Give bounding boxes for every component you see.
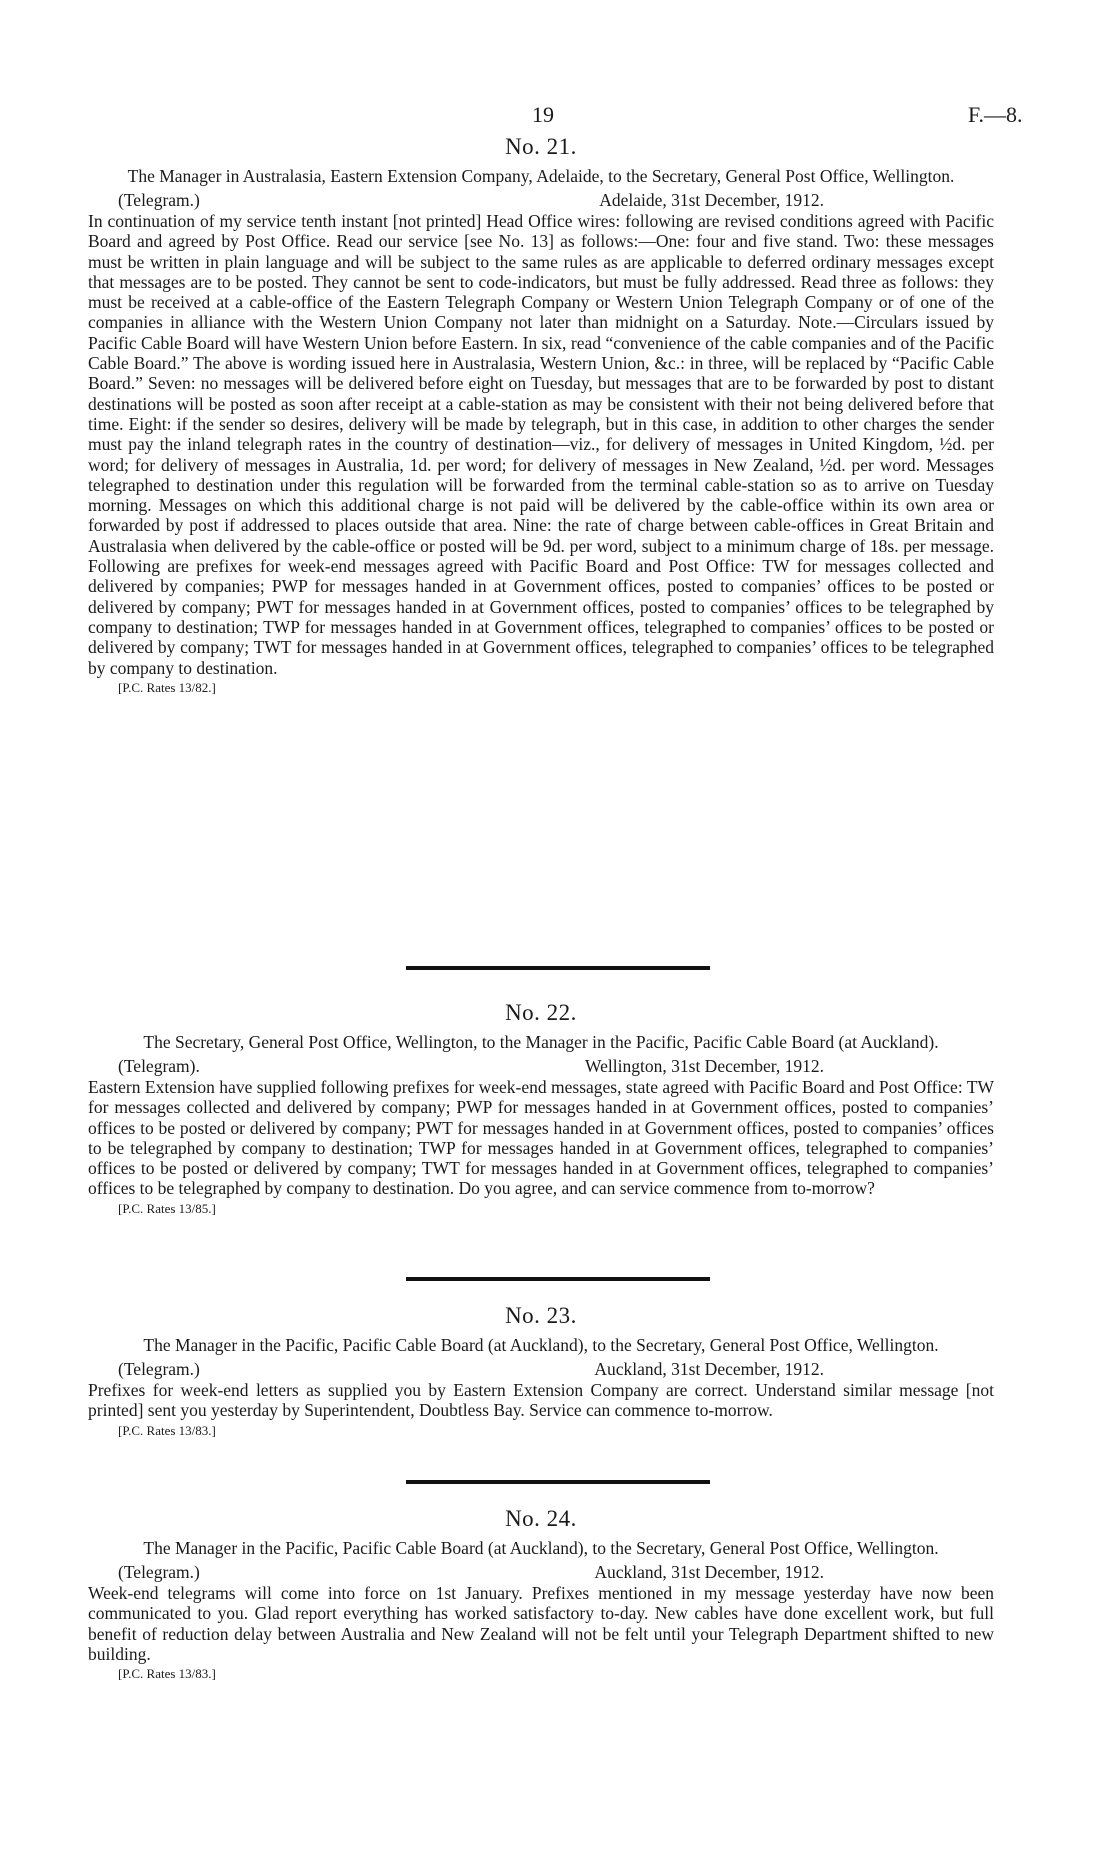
telegram-meta [88, 1359, 994, 1380]
telegram-meta [88, 190, 994, 211]
section-divider [406, 1480, 710, 1484]
place-date: Adelaide, 31st December, 1912. [599, 190, 824, 210]
section-heading: The Manager in the Pacific, Pacific Cable Board (at Auckland), to the Secretary, General Post Office, Wellington. [143, 1335, 939, 1355]
section-number: No. 22. [505, 1000, 577, 1025]
telegram-section [88, 134, 994, 696]
telegram-meta [88, 1056, 994, 1077]
telegram-section [88, 1303, 994, 1439]
telegram-meta [88, 1562, 994, 1583]
telegram-body: In continuation of my service tenth instant [not printed] Head Office wires: following are revised conditions agreed with Pacific Board and agreed by Post Office. Read our service [see No. 13] as follows:—One: four and five stand. Two: these messages must be written in plain language and will be subject to the same rules as are applicable to deferred ordinary messages except that messages are to be posted. They cannot be sent to code-indicators, but must be fully addressed. Read three as follows: they must be received at a cable-office of the Eastern Telegraph Company or Western Union Telegraph Company or of one of the companies in alliance with the Western Union Company not later than midnight on a Saturday. Note.—Circulars issued by Pacific Cable Board will have Western Union before Eastern. In six, read “convenience of the cable companies and of the Pacific Cable Board.” The above is wording issued here in Australasia, Western Union, &c.: in three, will be replaced by “Pacific Cable Board.” Seven: no messages will be delivered before eight on Tuesday, but messages that are to be forwarded by post to distant destinations will be posted as soon after receipt at a cable-station as may be consistent with their not being delivered before that time. Eight: if the sender so desires, delivery will be made by telegraph, but in this case, in addition to other charges the sender must pay the inland telegraph rates in the country of destination—viz., for delivery of messages in United Kingdom, ½d. per word; for delivery of messages in Australia, 1d. per word; for delivery of messages in New Zealand, ½d. per word. Messages telegraphed to destination under this regulation will be forwarded from the terminal cable-station so as to arrive on Tuesday morning. Messages on which this additional charge is not paid will be delivered by the cable-office within its own area or forwarded by post if addressed to places outside that area. Nine: the rate of charge between cable-offices in Great Britain and Australasia when delivered by the cable-office or posted will be 9d. per word, subject to a minimum charge of 18s. per message. Following are prefixes for week-end messages agreed with Pacific Board and Post Office: TW for messages collected and delivered by companies; PWP for messages handed in at Government offices, posted to companies’ offices to be posted or delivered by company; PWT for messages handed in at Government offices, posted to companies’ offices to be telegraphed by company to destination; TWP for messages handed in at Government offices, telegraphed to companies’ offices to be posted or delivered by company; TWT for messages handed in at Government offices, telegraphed to companies’ offices to be telegraphed by company to destination. [88, 211, 994, 678]
file-reference: [P.C. Rates 13/85.] [118, 1200, 216, 1216]
section-number: No. 23. [505, 1303, 577, 1328]
telegram-body: Prefixes for week-end letters as supplied you by Eastern Extension Company are correct. Understand similar message [not printed] sent you yesterday by Superintendent, Doubtless Bay. Service can commence to-morrow. [88, 1380, 994, 1421]
section-heading: The Secretary, General Post Office, Wellington, to the Manager in the Pacific, Pacific Cable Board (at Auckland). [143, 1032, 939, 1052]
telegram-type: (Telegram.) [118, 1359, 200, 1379]
file-reference: [P.C. Rates 13/82.] [118, 679, 216, 695]
telegram-section [88, 1506, 994, 1682]
place-date: Auckland, 31st December, 1912. [594, 1359, 824, 1379]
telegram-type: (Telegram.) [118, 1562, 200, 1582]
section-divider [406, 966, 710, 970]
place-date: Auckland, 31st December, 1912. [594, 1562, 824, 1582]
telegram-type: (Telegram.) [118, 190, 200, 210]
section-heading: The Manager in the Pacific, Pacific Cable Board (at Auckland), to the Secretary, General Post Office, Wellington. [143, 1538, 939, 1558]
telegram-section [88, 1000, 994, 1217]
place-date: Wellington, 31st December, 1912. [585, 1056, 824, 1076]
section-number: No. 21. [505, 134, 577, 159]
telegram-body: Eastern Extension have supplied following prefixes for week-end messages, state agreed with Pacific Board and Post Office: TW for messages collected and delivered by company; PWP for messages handed in at Government offices, posted to companies’ offices to be posted or delivered by company; PWT for messages handed in at Government offices, posted to companies’ offices to be telegraphed by company to destination; TWP for messages handed in at Government offices, telegraphed to companies’ offices to be posted or delivered by company; TWT for messages handed in at Government offices, telegraphed to companies’ offices to be telegraphed by company to destination. Do you agree, and can service commence from to-morrow? [88, 1077, 994, 1199]
telegram-type: (Telegram). [118, 1056, 200, 1076]
page-reference: F.—8. [968, 102, 1023, 127]
file-reference: [P.C. Rates 13/83.] [118, 1422, 216, 1438]
section-heading: The Manager in Australasia, Eastern Extension Company, Adelaide, to the Secretary, General Post Office, Wellington. [127, 166, 955, 186]
telegram-body: Week-end telegrams will come into force on 1st January. Prefixes mentioned in my message yesterday have now been communicated to you. Glad report everything has worked satisfactory to-day. New cables have done excellent work, but full benefit of reduction delay between Australia and New Zealand will not be felt until your Telegraph Department shifted to new building. [88, 1583, 994, 1664]
section-divider [406, 1277, 710, 1281]
section-number: No. 24. [505, 1506, 577, 1531]
file-reference: [P.C. Rates 13/83.] [118, 1666, 216, 1682]
page-number: 19 [532, 102, 554, 127]
